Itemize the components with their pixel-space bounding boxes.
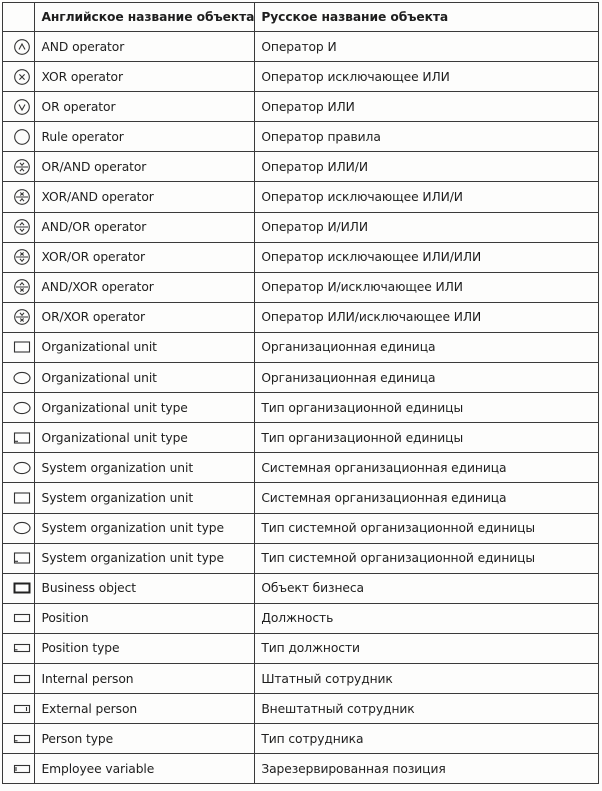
symbol-cell <box>3 272 35 302</box>
symbol-cell <box>3 152 35 182</box>
table-row <box>3 92 599 122</box>
table-header-row <box>3 3 599 32</box>
symbol-cell <box>3 483 35 513</box>
russian-name-cell: Тип системной организационной единицы <box>255 543 599 573</box>
symbol-cell <box>3 603 35 633</box>
english-name-cell: Person type <box>35 724 255 754</box>
russian-name-cell: Тип системной организационной единицы <box>255 513 599 543</box>
english-name-cell: Employee variable <box>35 754 255 784</box>
table-row <box>3 122 599 152</box>
table-row <box>3 603 599 633</box>
russian-name-column-header: Русское название объекта <box>255 3 599 32</box>
symbol-cell <box>3 32 35 62</box>
russian-name-cell: Организационная единица <box>255 332 599 362</box>
table-row <box>3 62 599 92</box>
russian-name-cell: Оператор правила <box>255 122 599 152</box>
table-row <box>3 543 599 573</box>
xor-or-operator-icon <box>12 247 32 267</box>
table-row <box>3 754 599 784</box>
russian-name-cell: Зарезервированная позиция <box>255 754 599 784</box>
russian-name-cell: Тип организационной единицы <box>255 393 599 423</box>
symbol-cell <box>3 573 35 603</box>
table-row <box>3 302 599 332</box>
table-row <box>3 212 599 242</box>
russian-name-cell: Оператор ИЛИ <box>255 92 599 122</box>
russian-name-cell: Должность <box>255 603 599 633</box>
system-organization-unit-rect-icon <box>12 488 32 508</box>
english-name-cell: OR/AND operator <box>35 152 255 182</box>
english-name-cell: Organizational unit <box>35 332 255 362</box>
symbol-cell <box>3 754 35 784</box>
table-row <box>3 513 599 543</box>
organizational-unit-oval-icon <box>12 368 32 388</box>
symbol-cell <box>3 393 35 423</box>
english-name-cell: Organizational unit type <box>35 393 255 423</box>
english-name-cell: Position type <box>35 633 255 663</box>
table-row <box>3 152 599 182</box>
system-organization-unit-type-oval-icon <box>12 518 32 538</box>
xor-and-operator-icon <box>12 187 32 207</box>
symbol-cell <box>3 453 35 483</box>
internal-person-icon <box>12 669 32 689</box>
table-row <box>3 32 599 62</box>
symbol-cell <box>3 62 35 92</box>
table-row <box>3 694 599 724</box>
system-organization-unit-type-rect-icon <box>12 548 32 568</box>
external-person-icon <box>12 699 32 719</box>
table-row <box>3 393 599 423</box>
symbol-cell <box>3 543 35 573</box>
and-xor-operator-icon <box>12 277 32 297</box>
table-row <box>3 573 599 603</box>
english-name-column-header: Английское название объекта <box>35 3 255 32</box>
and-operator-icon <box>12 37 32 57</box>
symbol-cell <box>3 212 35 242</box>
table-row <box>3 423 599 453</box>
russian-name-cell: Объект бизнеса <box>255 573 599 603</box>
symbol-cell <box>3 182 35 212</box>
english-name-cell: System organization unit type <box>35 543 255 573</box>
or-xor-operator-icon <box>12 307 32 327</box>
table-row <box>3 363 599 393</box>
english-name-cell: System organization unit <box>35 483 255 513</box>
symbol-cell <box>3 363 35 393</box>
and-or-operator-icon <box>12 217 32 237</box>
english-name-cell: Internal person <box>35 663 255 693</box>
russian-name-cell: Тип организационной единицы <box>255 423 599 453</box>
table-row <box>3 724 599 754</box>
symbol-cell <box>3 663 35 693</box>
russian-name-cell: Организационная единица <box>255 363 599 393</box>
russian-name-cell: Оператор И/ИЛИ <box>255 212 599 242</box>
symbol-cell <box>3 122 35 152</box>
employee-variable-icon <box>12 759 32 779</box>
symbol-cell <box>3 694 35 724</box>
english-name-cell: Business object <box>35 573 255 603</box>
english-name-cell: System organization unit <box>35 453 255 483</box>
table-row <box>3 453 599 483</box>
russian-name-cell: Штатный сотрудник <box>255 663 599 693</box>
symbol-cell <box>3 423 35 453</box>
english-name-cell: AND/XOR operator <box>35 272 255 302</box>
english-name-cell: External person <box>35 694 255 724</box>
english-name-cell: XOR/OR operator <box>35 242 255 272</box>
russian-name-cell: Оператор И <box>255 32 599 62</box>
table-row <box>3 633 599 663</box>
organizational-unit-rect-icon <box>12 337 32 357</box>
organizational-unit-type-oval-icon <box>12 398 32 418</box>
russian-name-cell: Оператор И/исключающее ИЛИ <box>255 272 599 302</box>
english-name-cell: Organizational unit type <box>35 423 255 453</box>
object-names-table <box>2 2 599 784</box>
russian-name-cell: Оператор ИЛИ/исключающее ИЛИ <box>255 302 599 332</box>
english-name-cell: XOR/AND operator <box>35 182 255 212</box>
russian-name-cell: Системная организационная единица <box>255 483 599 513</box>
symbol-cell <box>3 302 35 332</box>
russian-name-cell: Тип должности <box>255 633 599 663</box>
table-row <box>3 182 599 212</box>
russian-name-cell: Тип сотрудника <box>255 724 599 754</box>
symbol-cell <box>3 242 35 272</box>
english-name-cell: AND operator <box>35 32 255 62</box>
system-organization-unit-oval-icon <box>12 458 32 478</box>
person-type-icon <box>12 729 32 749</box>
symbol-cell <box>3 633 35 663</box>
table-row <box>3 483 599 513</box>
or-operator-icon <box>12 97 32 117</box>
symbol-cell <box>3 724 35 754</box>
symbol-cell <box>3 513 35 543</box>
russian-name-cell: Оператор исключающее ИЛИ <box>255 62 599 92</box>
or-and-operator-icon <box>12 157 32 177</box>
position-type-icon <box>12 638 32 658</box>
rule-operator-icon <box>12 127 32 147</box>
english-name-cell: Organizational unit <box>35 363 255 393</box>
russian-name-cell: Внештатный сотрудник <box>255 694 599 724</box>
russian-name-cell: Оператор исключающее ИЛИ/И <box>255 182 599 212</box>
table-row <box>3 242 599 272</box>
english-name-cell: Rule operator <box>35 122 255 152</box>
english-name-cell: System organization unit type <box>35 513 255 543</box>
russian-name-cell: Оператор исключающее ИЛИ/ИЛИ <box>255 242 599 272</box>
english-name-cell: Position <box>35 603 255 633</box>
symbol-cell <box>3 332 35 362</box>
english-name-cell: XOR operator <box>35 62 255 92</box>
xor-operator-icon <box>12 67 32 87</box>
business-object-icon <box>12 578 32 598</box>
english-name-cell: AND/OR operator <box>35 212 255 242</box>
english-name-cell: OR operator <box>35 92 255 122</box>
english-name-cell: OR/XOR operator <box>35 302 255 332</box>
russian-name-cell: Оператор ИЛИ/И <box>255 152 599 182</box>
symbol-cell <box>3 92 35 122</box>
symbol-column-header <box>3 3 35 32</box>
table-row <box>3 272 599 302</box>
table-row <box>3 332 599 362</box>
table-row <box>3 663 599 693</box>
organizational-unit-type-rect-icon <box>12 428 32 448</box>
russian-name-cell: Системная организационная единица <box>255 453 599 483</box>
position-icon <box>12 608 32 628</box>
